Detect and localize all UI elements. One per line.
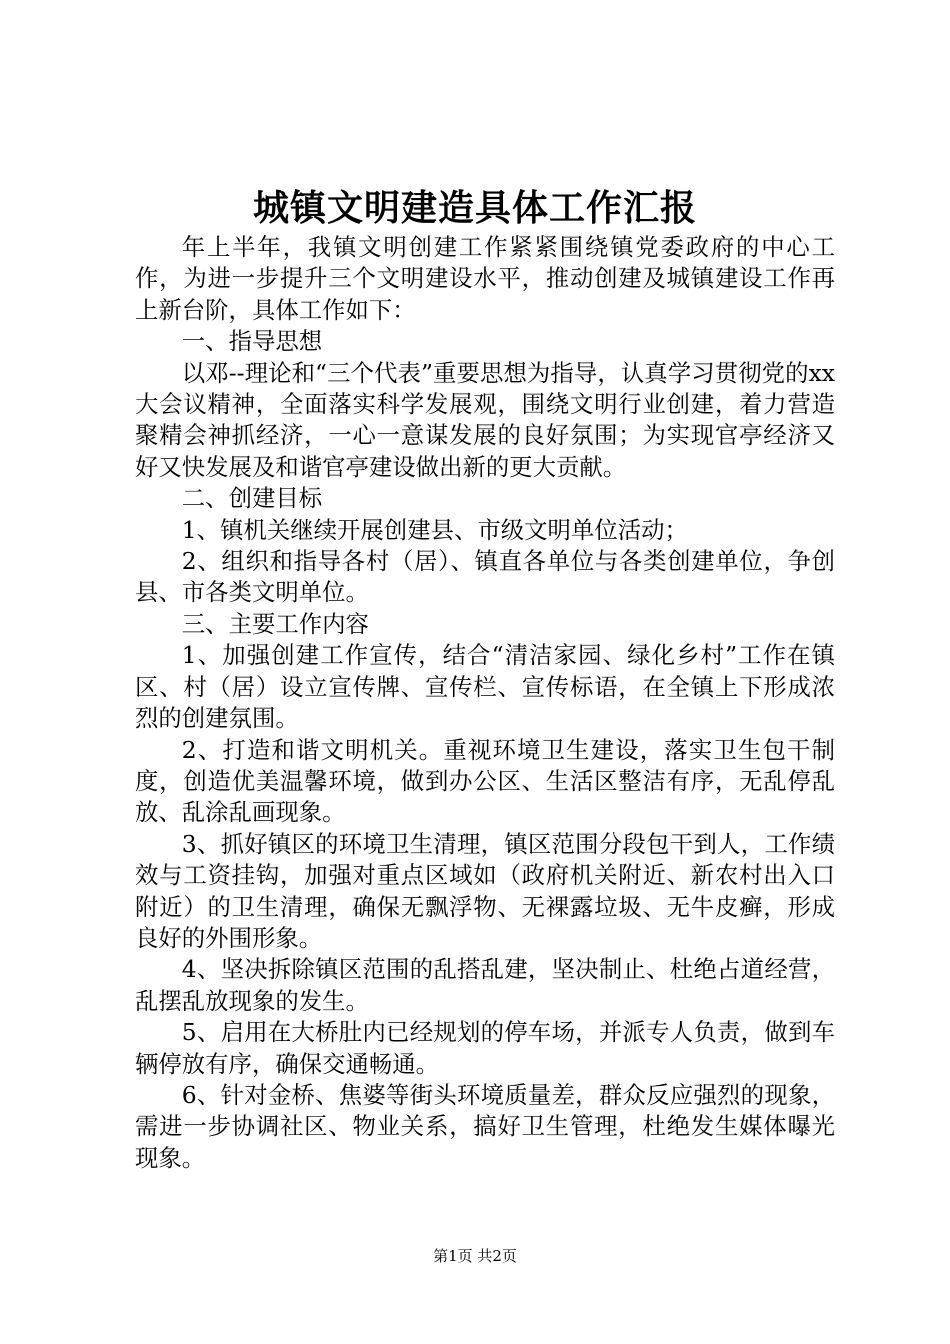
goal-item-2: 2、组织和指导各村（居）、镇直各单位与各类创建单位，争创县、市各类文明单位。 — [135, 547, 835, 607]
work-item-6: 6、针对金桥、焦婆等街头环境质量差，群众反应强烈的现象，需进一步协调社区、物业关系，搞好卫生管理，杜绝发生媒体曝光现象。 — [135, 1080, 835, 1172]
goal-item-1: 1、镇机关继续开展创建县、市级文明单位活动； — [181, 515, 688, 544]
document-body — [135, 232, 835, 1174]
work-item-1: 1、加强创建工作宣传，结合“清洁家园、绿化乡村”工作在镇区、村（居）设立宣传牌、宣传栏、宣传标语，在全镇上下形成浓烈的创建氛围。 — [135, 641, 835, 733]
work-item-5: 5、启用在大桥肚内已经规划的停车场，并派专人负责，做到车辆停放有序，确保交通畅通。 — [135, 1018, 835, 1078]
paragraph-intro: 年上半年，我镇文明创建工作紧紧围绕镇党委政府的中心工作，为进一步提升三个文明建设水平，推动创建及城镇建设工作再上新台阶，具体工作如下： — [135, 233, 835, 324]
section-heading-guiding-ideology: 一、指导思想 — [181, 327, 323, 356]
work-item-2: 2、打造和谐文明机关。重视环境卫生建设，落实卫生包干制度，创造优美温馨环境，做到办公区、生活区整洁有序，无乱停乱放、乱涂乱画现象。 — [135, 735, 835, 827]
section-heading-goals: 二、创建目标 — [181, 484, 323, 513]
section-heading-main-work: 三、主要工作内容 — [181, 609, 369, 638]
work-item-4: 4、坚决拆除镇区范围的乱搭乱建，坚决制止、杜绝占道经营，乱摆乱放现象的发生。 — [135, 955, 835, 1015]
work-item-3: 3、抓好镇区的环境卫生清理，镇区范围分段包干到人，工作绩效与工资挂钩，加强对重点区域如（政府机关附近、新农村出入口附近）的卫生清理，确保无飘浮物、无裸露垃圾、无牛皮癣，形成良好的外围形象。 — [135, 829, 835, 952]
paragraph-guiding-ideology: 以邓--理论和“三个代表”重要思想为指导，认真学习贯彻党的xx大会议精神，全面落实科学发展观，围绕文明行业创建，着力营造聚精会神抓经济，一心一意谋发展的良好氛围；为实现官亭经济又好又快发展及和谐官亭建设做出新的更大贡献。 — [135, 358, 835, 481]
document-title: 城镇文明建造具体工作汇报 — [252, 187, 697, 229]
page-number-footer: 第1页 共2页 — [433, 1247, 517, 1265]
